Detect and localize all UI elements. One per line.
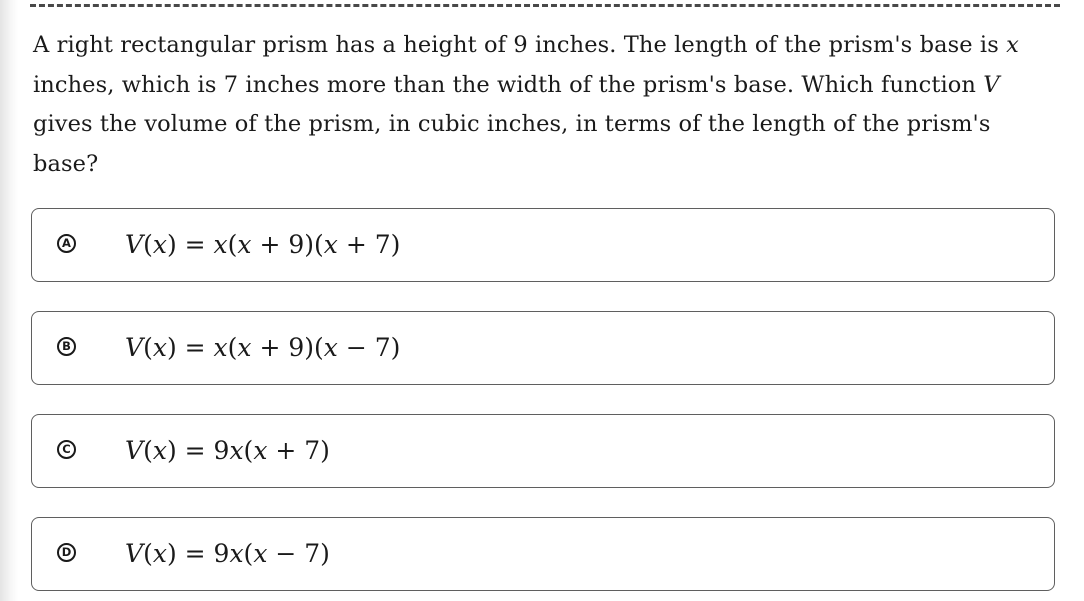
formula-term: x <box>253 436 268 465</box>
formula-term: x <box>323 230 338 259</box>
formula-term: − 7) <box>267 539 330 568</box>
top-divider <box>30 4 1060 10</box>
formula-term: x <box>237 230 252 259</box>
formula-term: ) = 9 <box>166 436 230 465</box>
choice-a-letter-badge: A <box>57 234 76 253</box>
formula-term: x <box>253 539 268 568</box>
variable-v: V <box>983 71 1000 98</box>
formula-term: x <box>323 333 338 362</box>
question-text <box>33 26 1043 184</box>
formula-term: + 9)( <box>251 333 324 362</box>
choice-b-letter-badge: B <box>57 337 76 356</box>
question-part-2: inches, which is 7 inches more than the width of the prism's base. Which function <box>33 71 984 98</box>
formula-term: − 7) <box>337 333 401 362</box>
formula-term: x <box>152 436 167 465</box>
formula-term: ( <box>143 436 153 465</box>
left-edge-shadow <box>0 0 18 601</box>
choice-d-formula <box>125 537 330 571</box>
question-part-1: A right rectangular prism has a height of 9 inches. The length of the prism's base is <box>33 32 1007 58</box>
choice-c[interactable] <box>31 414 1055 488</box>
formula-term: V <box>125 436 144 465</box>
formula-term: x <box>229 539 244 568</box>
formula-term: x <box>213 230 228 259</box>
formula-term: ( <box>143 230 153 259</box>
formula-term: ) = <box>166 230 214 259</box>
formula-term: ( <box>243 436 254 465</box>
choice-d-letter-badge: D <box>57 543 76 562</box>
formula-term: ( <box>243 539 254 568</box>
formula-term: + 7) <box>267 436 330 465</box>
question-part-3: gives the volume of the prism, in cubic inches, in terms of the length of the prism's base? <box>33 111 991 177</box>
formula-term: x <box>152 230 167 259</box>
formula-term: ( <box>143 539 153 568</box>
formula-term: V <box>125 333 144 362</box>
formula-term: ) = <box>166 333 214 362</box>
choice-a[interactable] <box>31 208 1055 282</box>
formula-term: x <box>152 539 167 568</box>
variable-x: x <box>1006 32 1019 58</box>
formula-term: x <box>229 436 244 465</box>
formula-term: x <box>237 333 252 362</box>
formula-term: + 7) <box>337 230 401 259</box>
formula-term: ) = 9 <box>166 539 230 568</box>
formula-term: + 9)( <box>251 230 324 259</box>
formula-term: ( <box>227 333 238 362</box>
choice-d[interactable] <box>31 517 1055 591</box>
choice-b[interactable] <box>31 311 1055 385</box>
choice-c-formula <box>125 434 330 468</box>
formula-term: V <box>125 539 144 568</box>
formula-term: ( <box>143 333 153 362</box>
formula-term: ( <box>227 230 238 259</box>
choice-c-letter-badge: C <box>57 440 76 459</box>
choice-b-formula <box>125 331 400 365</box>
formula-term: V <box>125 230 144 259</box>
formula-term: x <box>213 333 228 362</box>
choice-a-formula <box>125 228 400 262</box>
formula-term: x <box>152 333 167 362</box>
